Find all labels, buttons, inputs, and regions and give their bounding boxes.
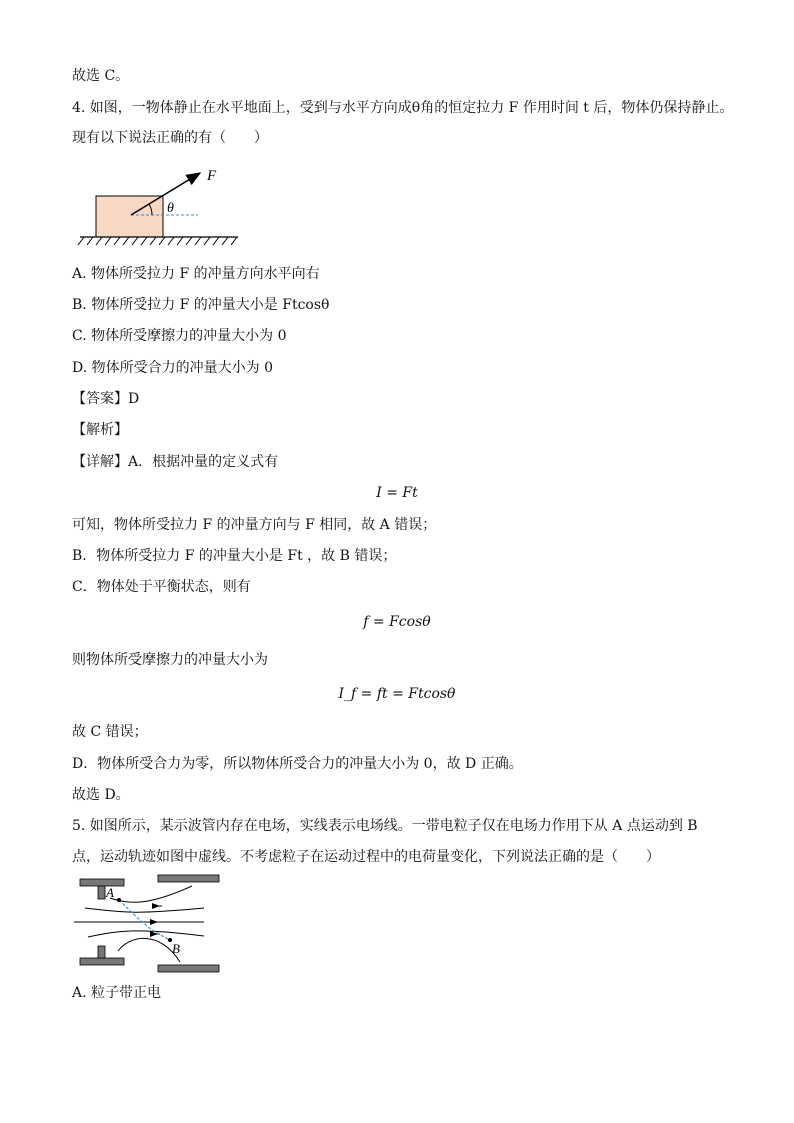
- electrode-top-right: [158, 875, 219, 882]
- text-line: 故选 C。: [72, 68, 130, 84]
- text-line: D．物体所受合力为零，所以物体所受合力的冲量大小为 0，故 D 正确。: [72, 756, 523, 772]
- equation-friction-impulse: I_f = ft = Ftcosθ: [338, 686, 456, 702]
- answer-line: 【答案】D: [72, 391, 140, 407]
- angle-label: θ: [167, 201, 174, 216]
- text-line: C．物体处于平衡状态，则有: [72, 579, 251, 595]
- electrode-bottom-left: [80, 958, 124, 965]
- point-b-label: B: [172, 941, 180, 956]
- electrode-bottom-right: [158, 965, 219, 972]
- option-c: C. 物体所受摩擦力的冲量大小为 0: [72, 328, 287, 344]
- text-line: B．物体所受拉力 F 的冲量大小是 Ft ，故 B 错误；: [72, 548, 397, 564]
- point-a-label: A: [106, 885, 114, 900]
- electrode-top-left: [80, 879, 124, 886]
- option-d: D. 物体所受合力的冲量大小为 0: [72, 360, 273, 376]
- question-4-stem: 4. 如图，一物体静止在水平地面上，受到与水平方向成θ角的恒定拉力 F 作用时间 t 后，物体仍保持静止。: [72, 100, 734, 116]
- detail-line: 【详解】A．根据冲量的定义式有: [72, 454, 279, 470]
- force-label: F: [207, 168, 217, 184]
- text-line: 故 C 错误；: [72, 724, 148, 740]
- equation-friction: f = Fcosθ: [363, 614, 431, 630]
- question-5-stem: 5. 如图所示，某示波管内存在电场，实线表示电场线。一带电粒子仅在电场力作用下从 A 点运动到 B: [72, 818, 698, 834]
- question-5-prompt: 点，运动轨迹如图中虚线。不考虑粒子在运动过程中的电荷量变化，下列说法正确的是（ ）: [72, 849, 660, 865]
- field-line-top-outer: [110, 886, 192, 902]
- option-b: B. 物体所受拉力 F 的冲量大小是 Ftcosθ: [72, 297, 330, 313]
- field-line-top-inner: [85, 908, 204, 912]
- question-4-prompt: 现有以下说法正确的有（ ）: [72, 130, 268, 146]
- particle-trajectory: [119, 900, 170, 940]
- analysis-heading: 【解析】: [72, 422, 128, 438]
- field-line-bottom-outer: [118, 938, 180, 962]
- text-line: 则物体所受摩擦力的冲量大小为: [72, 652, 268, 668]
- option-a: A. 物体所受拉力 F 的冲量方向水平向右: [72, 266, 320, 282]
- equation-impulse: I = Ft: [376, 485, 418, 501]
- text-line: 故选 D。: [72, 787, 130, 803]
- electrode-bottom-left-stem: [98, 946, 105, 958]
- field-line-bottom-inner: [88, 931, 204, 937]
- electrode-top-left-stem: [98, 886, 105, 899]
- point-a: [117, 898, 121, 902]
- text-line: 可知，物体所受拉力 F 的冲量方向与 F 相同，故 A 错误；: [72, 517, 437, 533]
- option-a-q5: A. 粒子带正电: [72, 985, 162, 1001]
